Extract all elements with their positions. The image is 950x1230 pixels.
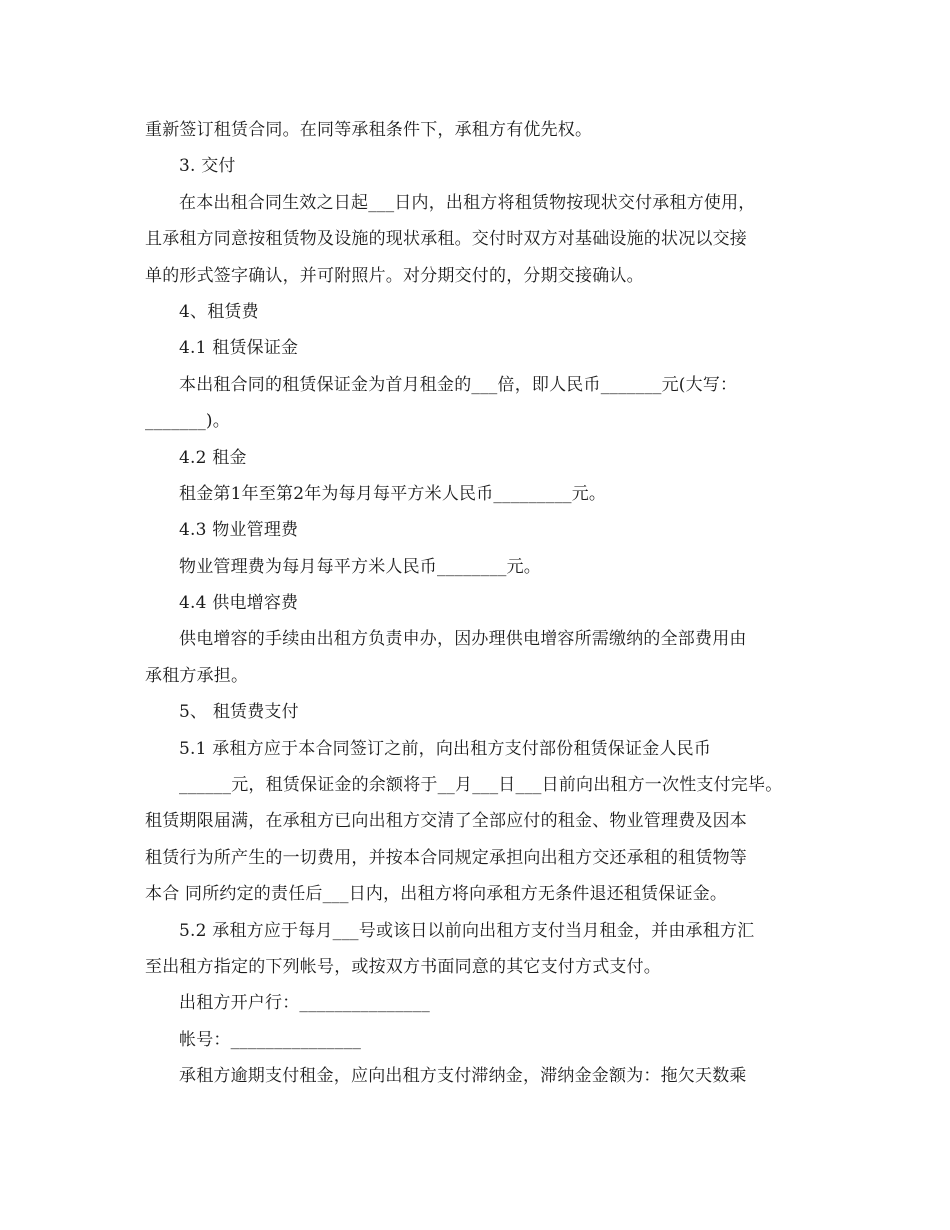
paragraph-line: 4、租赁费 bbox=[179, 301, 259, 322]
paragraph-line: 在本出租合同生效之日起___日内，出租方将租赁物按现状交付承租方使用， bbox=[179, 192, 756, 213]
document-page bbox=[145, 112, 810, 1095]
paragraph-line: 出租方开户行：_______________ bbox=[179, 993, 430, 1014]
paragraph-line: 4.3 物业管理费 bbox=[179, 520, 299, 541]
paragraph-line: 4.2 租金 bbox=[179, 447, 247, 468]
paragraph-line: 承租方承担。 bbox=[145, 665, 249, 686]
paragraph-line: 租赁行为所产生的一切费用，并按本合同规定承担向出租方交还承租的租赁物等 bbox=[145, 847, 747, 868]
paragraph-line: 本出租合同的租赁保证金为首月租金的___倍，即人民币_______元(大写： bbox=[179, 374, 738, 395]
paragraph-line: 物业管理费为每月每平方米人民币________元。 bbox=[179, 556, 541, 577]
paragraph-line: 4.1 租赁保证金 bbox=[179, 338, 299, 359]
paragraph-line: ______元，租赁保证金的余额将于__月___日___日前向出租方一次性支付完毕。 bbox=[179, 775, 783, 796]
paragraph-line: 且承租方同意按租赁物及设施的现状承租。交付时双方对基础设施的状况以交接 bbox=[145, 229, 747, 250]
paragraph-line: 供电增容的手续由出租方负责申办，因办理供电增容所需缴纳的全部费用由 bbox=[179, 629, 747, 650]
paragraph-line: 至出租方指定的下列帐号，或按双方书面同意的其它支付方式支付。 bbox=[145, 956, 661, 977]
paragraph-line: 5、 租赁费支付 bbox=[179, 702, 299, 723]
paragraph-line: 4.4 供电增容费 bbox=[179, 593, 299, 614]
paragraph-line: 租金第1年至第2年为每月每平方米人民币_________元。 bbox=[179, 483, 607, 504]
paragraph-line: 帐号：_______________ bbox=[179, 1029, 362, 1050]
paragraph-line: 重新签订租赁合同。在同等承租条件下，承租方有优先权。 bbox=[145, 120, 593, 140]
paragraph-line: 本合 同所约定的责任后___日内，出租方将向承租方无条件退还租赁保证金。 bbox=[145, 884, 728, 905]
paragraph-line: _______)。 bbox=[145, 411, 230, 432]
paragraph-line: 租赁期限届满，在承租方已向出租方交清了全部应付的租金、物业管理费及因本 bbox=[145, 811, 747, 832]
paragraph-line: 承租方逾期支付租金，应向出租方支付滞纳金，滞纳金金额为：拖欠天数乘 bbox=[179, 1066, 747, 1087]
paragraph-line: 5.1 承租方应于本合同签订之前，向出租方支付部份租赁保证金人民币 bbox=[179, 738, 712, 759]
paragraph-line: 5.2 承租方应于每月___号或该日以前向出租方支付当月租金，并由承租方汇 bbox=[179, 920, 755, 941]
paragraph-line: 单的形式签字确认，并可附照片。对分期交付的，分期交接确认。 bbox=[145, 265, 644, 286]
paragraph-line: 3. 交付 bbox=[179, 156, 236, 177]
